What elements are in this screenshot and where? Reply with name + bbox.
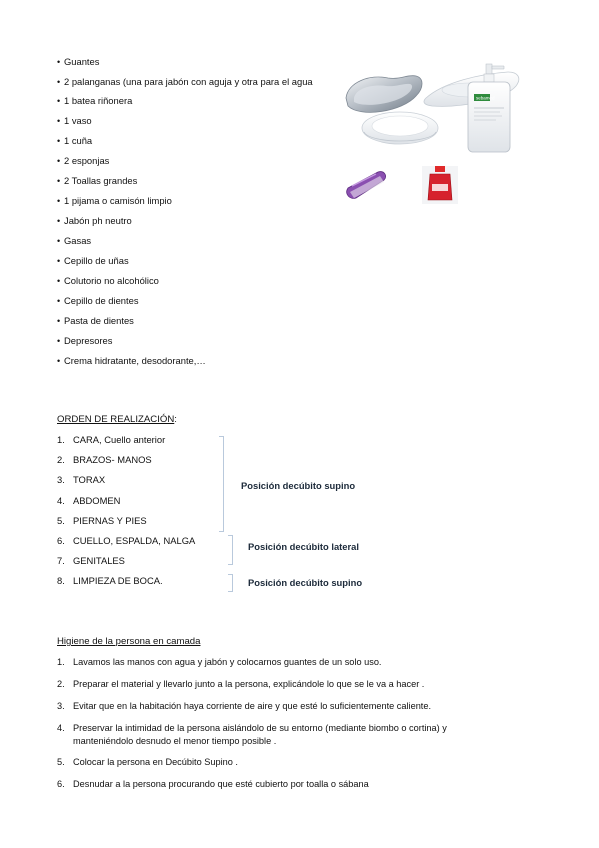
product-brand-label: sebamed <box>476 95 495 101</box>
list-item: • 2 esponjas <box>57 155 322 167</box>
list-item: 5. PIERNAS Y PIES <box>57 514 147 526</box>
list-item: • 1 vaso <box>57 115 322 127</box>
list-item: • 2 palanganas (una para jabón con aguja y otra para el agua <box>57 76 322 88</box>
position-label-supine-mouth: Posición decúbito supino <box>248 577 363 588</box>
list-item: 3. TORAX <box>57 474 106 486</box>
position-label-lateral: Posición decúbito lateral <box>248 541 359 552</box>
list-item: • 1 cuña <box>57 135 322 147</box>
products-illustration <box>340 60 525 210</box>
list-item: 1. Lavamos las manos con agua y jabón y colocarnos guantes de un solo uso. <box>57 657 382 667</box>
nail-brush-icon <box>347 172 386 199</box>
list-item: 4. Preservar la intimidad de la persona aislándolo de su entorno (mediante biombo o cortina) y manteniéndolo desnudo el menor tiempo posible . <box>57 723 447 746</box>
list-item: 3. Evitar que en la habitación haya corriente de aire y que esté lo suficientemente caliente. <box>57 701 432 711</box>
order-heading: ORDEN DE REALIZACIÓN: <box>57 414 177 425</box>
brace-lateral-group <box>226 535 233 565</box>
list-item: • Gasas <box>57 235 322 247</box>
hygiene-products-image <box>340 60 525 210</box>
list-item: • Jabón ph neutro <box>57 215 322 227</box>
list-item: • Colutorio no alcohólico <box>57 275 322 287</box>
list-item: 4. ABDOMEN <box>57 494 121 506</box>
kidney-dish-icon <box>346 76 422 113</box>
list-item: 5. Colocar la persona en Decúbito Supino . <box>57 757 238 767</box>
list-item: 6. Desnudar a la persona procurando que esté cubierto por toalla o sábana <box>57 779 369 789</box>
list-item: 6. CUELLO, ESPALDA, NALGA <box>57 534 196 546</box>
list-item: 7. GENITALES <box>57 555 125 567</box>
list-item: • 1 pijama o camisón limpio <box>57 195 322 207</box>
position-label-supine: Posición decúbito supino <box>241 480 356 491</box>
list-item: • 2 Toallas grandes <box>57 175 322 187</box>
hygiene-steps-list <box>57 656 477 800</box>
basin-icon <box>362 112 438 144</box>
materials-list <box>57 56 322 375</box>
hygiene-heading: Higiene de la persona en camada <box>57 636 201 647</box>
list-item: • Pasta de dientes <box>57 315 322 327</box>
brace-supine-mouth <box>226 574 233 592</box>
mouthwash-icon <box>422 166 458 204</box>
list-item: • Cepillo de dientes <box>57 295 322 307</box>
list-item: 2. Preparar el material y llevarlo junto a la persona, explicándole lo que se le va a hacer . <box>57 679 425 689</box>
list-item: • Depresores <box>57 335 322 347</box>
list-item: • Cepillo de uñas <box>57 255 322 267</box>
list-item: 1. CARA, Cuello anterior <box>57 434 166 445</box>
list-item: 8. LIMPIEZA DE BOCA. <box>57 575 163 587</box>
list-item: • Crema hidratante, desodorante,… <box>57 355 322 367</box>
brace-supine-group <box>217 436 224 532</box>
order-list <box>57 434 195 596</box>
list-item: • 1 batea riñonera <box>57 95 322 107</box>
list-item: • Guantes <box>57 56 322 68</box>
list-item: 2. BRAZOS- MANOS <box>57 454 152 466</box>
